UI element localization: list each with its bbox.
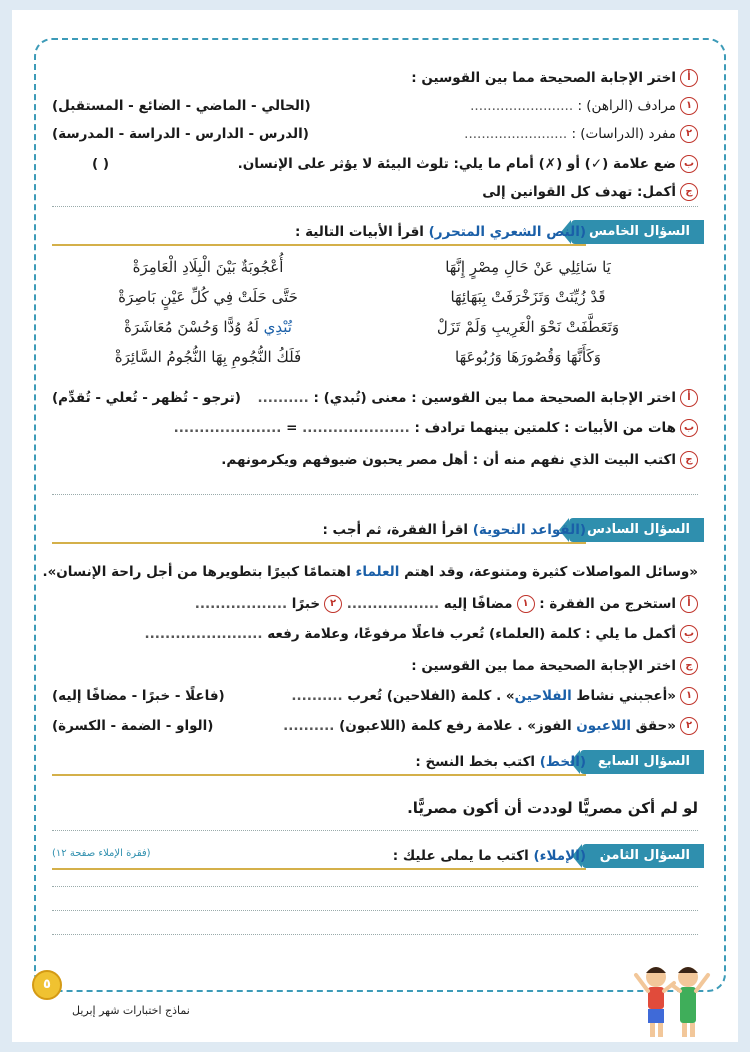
q7-instruction: اكتب بخط النسخ : bbox=[415, 754, 536, 770]
answer-dots: ....................... bbox=[144, 626, 263, 642]
q7-title bbox=[415, 752, 586, 772]
marker-a: أ bbox=[680, 595, 698, 613]
answer-dots: ..................... bbox=[302, 420, 410, 436]
q5-c-text: اكتب البيت الذي نفهم منه أن : أهل مصر يحبون ضيوفهم ويكرمونهم. bbox=[221, 452, 676, 468]
poem-hemistich: فَلَكُ النُّجُومِ بِهَا النُّجُومُ السَّائِرَةْ bbox=[114, 348, 302, 366]
q5-underline bbox=[52, 244, 586, 246]
q6-paragraph-hl: العلماء bbox=[355, 564, 400, 580]
poem-line bbox=[88, 282, 648, 312]
marker-a: أ bbox=[680, 69, 698, 87]
answer-line bbox=[52, 934, 698, 935]
q-a2-options: (الدرس - الدارس - الدراسة - المدرسة) bbox=[52, 126, 309, 142]
q6-title bbox=[322, 520, 586, 540]
marker-2: ٢ bbox=[324, 595, 342, 613]
q-a2-row bbox=[52, 124, 698, 144]
q5-title bbox=[295, 222, 586, 242]
poem-line bbox=[88, 312, 648, 342]
q-c-text: أكمل: تهدف كل القوانين إلى bbox=[482, 184, 676, 200]
q-b-row bbox=[52, 154, 698, 174]
q5-b-equals: = bbox=[286, 420, 298, 436]
q6-c-row bbox=[52, 656, 698, 676]
marker-b: ب bbox=[680, 625, 698, 643]
poem-hemistich: أُعْجُوبَةٌ بَيْنَ الْبِلَادِ الْعَامِرَةْ bbox=[132, 258, 284, 276]
q7-tab: السؤال السابع bbox=[580, 750, 704, 774]
poem bbox=[88, 252, 648, 372]
q5-tab: السؤال الخامس bbox=[571, 220, 704, 244]
poem-hemistich: حَتَّى حَلَتْ فِي كُلِّ عَيْنٍ بَاصِرَةْ bbox=[118, 288, 298, 306]
poem-hemistich: يَا سَائِلِي عَنْ حَالِ مِصْرٍ إِنَّهَا bbox=[445, 258, 611, 276]
q8-title bbox=[393, 846, 586, 866]
q6-c1-row bbox=[52, 686, 698, 706]
q6-c1-post: » . كلمة (الفلاحين) تُعرب bbox=[347, 688, 515, 704]
q7-underline bbox=[52, 774, 586, 776]
q6-c1-options: (فاعلًا - خبرًا - مضافًا إليه) bbox=[52, 688, 225, 704]
q8-tab: السؤال الثامن bbox=[582, 844, 704, 868]
poem-hemistich: تُبْدِي لَهُ وُدًّا وَحُسْنَ مُعَاشَرَةْ bbox=[124, 318, 292, 336]
answer-line bbox=[52, 494, 698, 495]
q6-c2-hl: اللاعبون bbox=[576, 718, 631, 734]
answer-dots: ........................ bbox=[464, 126, 568, 142]
answer-dots: .......... bbox=[257, 390, 309, 406]
q6-c2-pre: «حقق bbox=[630, 718, 676, 734]
q-c-row bbox=[52, 182, 698, 202]
q6-paragraph bbox=[42, 562, 698, 582]
q5-c-row bbox=[52, 450, 698, 470]
answer-dots: .......... bbox=[291, 688, 343, 704]
page-number-badge: ٥ bbox=[32, 970, 62, 1000]
poem-hemistich: وَتَعَطَّفَتْ نَحْوَ الْغَرِيبِ وَلَمْ تَزَلْ bbox=[436, 318, 620, 336]
q6-header bbox=[52, 518, 704, 544]
q7-header bbox=[52, 750, 704, 776]
answer-dots: .................. bbox=[346, 596, 440, 612]
q6-c-text: اختر الإجابة الصحيحة مما بين القوسين : bbox=[411, 658, 676, 674]
poem-line bbox=[88, 342, 648, 372]
q5-instruction: اقرأ الأبيات التالية : bbox=[295, 224, 424, 240]
answer-line bbox=[52, 206, 698, 207]
marker-c: ج bbox=[680, 657, 698, 675]
marker-2: ٢ bbox=[680, 717, 698, 735]
q5-header bbox=[52, 220, 704, 246]
poem-hemistich: وَكَأَنَّهَا وَقُصُورَهَا وَرُبُوعَهَا bbox=[455, 348, 601, 366]
q7-sentence: لو لم أكن مصريًّا لوددت أن أكون مصريًّا. bbox=[407, 799, 698, 817]
q6-a-row bbox=[52, 594, 698, 614]
q6-underline bbox=[52, 542, 586, 544]
q-b-text: ضع علامة (✓) أو (✗) أمام ما يلي: تلوث البيئة لا يؤثر على الإنسان. bbox=[237, 156, 676, 172]
q6-a-text: استخرج من الفقرة : bbox=[539, 596, 676, 612]
q6-c2-options: (الواو - الضمة - الكسرة) bbox=[52, 718, 214, 734]
footer-text: نماذج اختبارات شهر إبريل bbox=[72, 1004, 190, 1017]
marker-a: أ bbox=[680, 389, 698, 407]
q-b-paren: ( ) bbox=[92, 156, 110, 172]
q5-b-text: هات من الأبيات : كلمتين بينهما ترادف : bbox=[414, 420, 676, 436]
q8-note: (فقرة الإملاء صفحة ١٢) bbox=[52, 848, 151, 859]
q6-instruction: اقرأ الفقرة، ثم أجب : bbox=[322, 522, 469, 538]
q-a-label bbox=[52, 68, 698, 88]
q-a1-text: مرادف (الراهن) : bbox=[577, 98, 676, 114]
answer-dots: ..................... bbox=[173, 420, 282, 436]
q8-underline bbox=[52, 868, 586, 870]
q7-topic: (الخط) bbox=[539, 754, 586, 770]
answer-dots: ........................ bbox=[470, 98, 574, 114]
marker-1: ١ bbox=[517, 595, 535, 613]
q-a1-row bbox=[52, 96, 698, 116]
q6-a2: خبرًا bbox=[291, 596, 321, 612]
q5-a-options: (ترجو - تُظهر - تُعلي - تُقدِّم) bbox=[52, 390, 241, 406]
q-a-text: اختر الإجابة الصحيحة مما بين القوسين : bbox=[411, 70, 676, 86]
marker-1: ١ bbox=[680, 97, 698, 115]
q5-a-row bbox=[52, 388, 698, 408]
kids-illustration-icon bbox=[632, 955, 712, 1045]
q5-a-text: اختر الإجابة الصحيحة مما بين القوسين : معنى (تُبدي) : bbox=[313, 390, 676, 406]
worksheet-page bbox=[12, 10, 738, 1042]
q6-c2-post: الفوز» . علامة رفع كلمة (اللاعبون) bbox=[339, 718, 577, 734]
marker-2: ٢ bbox=[680, 125, 698, 143]
q6-tab: السؤال السادس bbox=[569, 518, 704, 542]
answer-line bbox=[52, 886, 698, 887]
q5-topic: (النص الشعري المتحرر) bbox=[428, 224, 586, 240]
q6-c2-row bbox=[52, 716, 698, 736]
answer-line bbox=[52, 830, 698, 831]
marker-1: ١ bbox=[680, 687, 698, 705]
q6-c1-pre: «أعجبني نشاط bbox=[571, 688, 676, 704]
answer-dots: .......... bbox=[283, 718, 335, 734]
q6-paragraph-post: اهتمامًا كبيرًا بتطويرها من أجل راحة الإنسان». bbox=[42, 564, 356, 580]
marker-c: ج bbox=[680, 183, 698, 201]
marker-c: ج bbox=[680, 451, 698, 469]
q-a1-options: (الحالي - الماضي - الضائع - المستقبل) bbox=[52, 98, 311, 114]
poem-line bbox=[88, 252, 648, 282]
poem-highlight-word: تُبْدِي bbox=[263, 318, 292, 336]
q8-topic: (الإملاء) bbox=[533, 848, 586, 864]
marker-b: ب bbox=[680, 155, 698, 173]
q6-b-text: أكمل ما يلي : كلمة (العلماء) تُعرب فاعلًا مرفوعًا، وعلامة رفعه bbox=[267, 626, 676, 642]
q6-topic: (القواعد النحوية) bbox=[472, 522, 586, 538]
q6-a1: مضافًا إليه bbox=[443, 596, 513, 612]
q6-paragraph-pre: «وسائل المواصلات كثيرة ومتنوعة، وقد اهتم bbox=[399, 564, 698, 580]
answer-dots: .................. bbox=[194, 596, 288, 612]
q6-c1-hl: الفلاحين bbox=[514, 688, 572, 704]
answer-line bbox=[52, 910, 698, 911]
q-a2-text: مفرد (الدراسات) : bbox=[571, 126, 676, 142]
poem-hemistich: قَدْ زُيِّنَتْ وَتَزَخْرَفَتْ بِبَهَائِهَا bbox=[450, 288, 606, 306]
q5-b-row bbox=[52, 418, 698, 438]
marker-b: ب bbox=[680, 419, 698, 437]
q8-instruction: اكتب ما يملى عليك : bbox=[392, 848, 529, 864]
q6-b-row bbox=[52, 624, 698, 644]
